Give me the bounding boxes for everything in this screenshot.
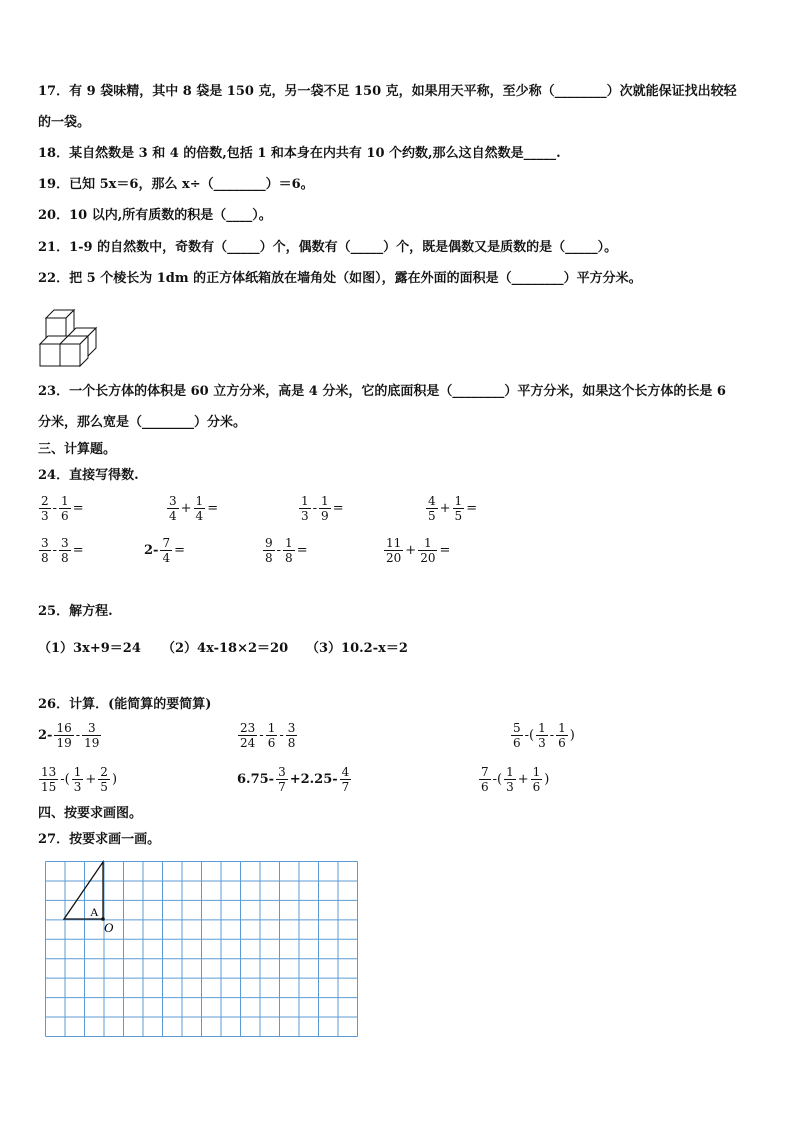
q20: 20．10 以内,所有质数的积是（____）。 [38, 208, 272, 223]
q22: 22．把 5 个棱长为 1dm 的正方体纸箱放在墙角处（如图），露在外面的面积是（________）平方分米。 [38, 271, 642, 286]
q24-b3: $\frac{9}{8}$ - $\frac{1}{8}$ = [265, 536, 308, 565]
cubes-figure [36, 304, 102, 368]
q26-expr4: $\frac{13}{15}$ -( $\frac{1}{3}$ + $\frac{2}{5}$ ) [41, 765, 118, 794]
q23-line1: 23．一个长方体的体积是 60 立方分米，高是 4 分米，它的底面积是（________）平方分米，如果这个长方体的长是 6 [38, 384, 726, 399]
q25-eq2: （2）4x-18×2＝20 [162, 641, 289, 656]
q24-a2: $\frac{3}{4}$ + $\frac{1}{4}$ = [169, 494, 219, 523]
q19: 19．已知 5x＝6，那么 x÷（________）＝6。 [38, 177, 314, 192]
q17-line1: 17．有 9 袋味精，其中 8 袋是 150 克，另一袋不足 150 克，如果用天平称，至少称（________）次就能保证找出较轻 [38, 84, 737, 99]
section4-heading: 四、按要求画图。 [38, 806, 143, 821]
q18: 18．某自然数是 3 和 4 的倍数,包括 1 和本身在内共有 10 个约数,那么这自然数是_____. [38, 146, 561, 161]
q24-a4: $\frac{4}{5}$ + $\frac{1}{5}$ = [428, 494, 478, 523]
q25: 25．解方程. [38, 604, 113, 619]
q17-line2: 的一袋。 [38, 115, 91, 130]
q24-b1: $\frac{3}{8}$ - $\frac{3}{8}$ = [41, 536, 84, 565]
section3-heading: 三、计算题。 [38, 442, 117, 457]
q24-b4: $\frac{11}{20}$ + $\frac{1}{20}$ = [386, 536, 451, 565]
q26-expr5: 6.75- $\frac{3}{7}$ +2.25- $\frac{4}{7}$ [237, 765, 350, 794]
q24-a1: $\frac{2}{3}$ - $\frac{1}{6}$ = [41, 494, 84, 523]
q27: 27．按要求画一画。 [38, 832, 161, 847]
q24-b2: 2- $\frac{7}{4}$ = [144, 536, 185, 565]
drawing-grid [44, 860, 360, 1038]
q26-expr2: $\frac{23}{24}$ - $\frac{1}{6}$ - $\frac{3}{8}$ [240, 721, 296, 750]
q24-a3: $\frac{1}{3}$ - $\frac{1}{9}$ = [301, 494, 344, 523]
q26-expr1: 2- $\frac{16}{19}$ - $\frac{3}{19}$ [38, 721, 100, 750]
q26-expr3: $\frac{5}{6}$ -( $\frac{1}{3}$ - $\frac{1}{6}$ ) [513, 721, 575, 750]
q25-eq1: （1）3x+9＝24 [38, 641, 141, 656]
q25-eq3: （3）10.2-x＝2 [306, 641, 408, 656]
label-o: O [104, 920, 114, 935]
q23-line2: 分米，那么宽是（________）分米。 [38, 415, 247, 430]
q26-expr6: $\frac{7}{6}$ -( $\frac{1}{3}$ + $\frac{1}{6}$ ) [481, 765, 550, 794]
label-a: A [90, 905, 99, 919]
q24: 24．直接写得数. [38, 468, 139, 483]
q21: 21．1-9 的自然数中，奇数有（_____）个，偶数有（_____）个，既是偶数又是质数的是（_____）。 [38, 240, 618, 255]
q26: 26．计算．(能简算的要简算) [38, 697, 212, 712]
